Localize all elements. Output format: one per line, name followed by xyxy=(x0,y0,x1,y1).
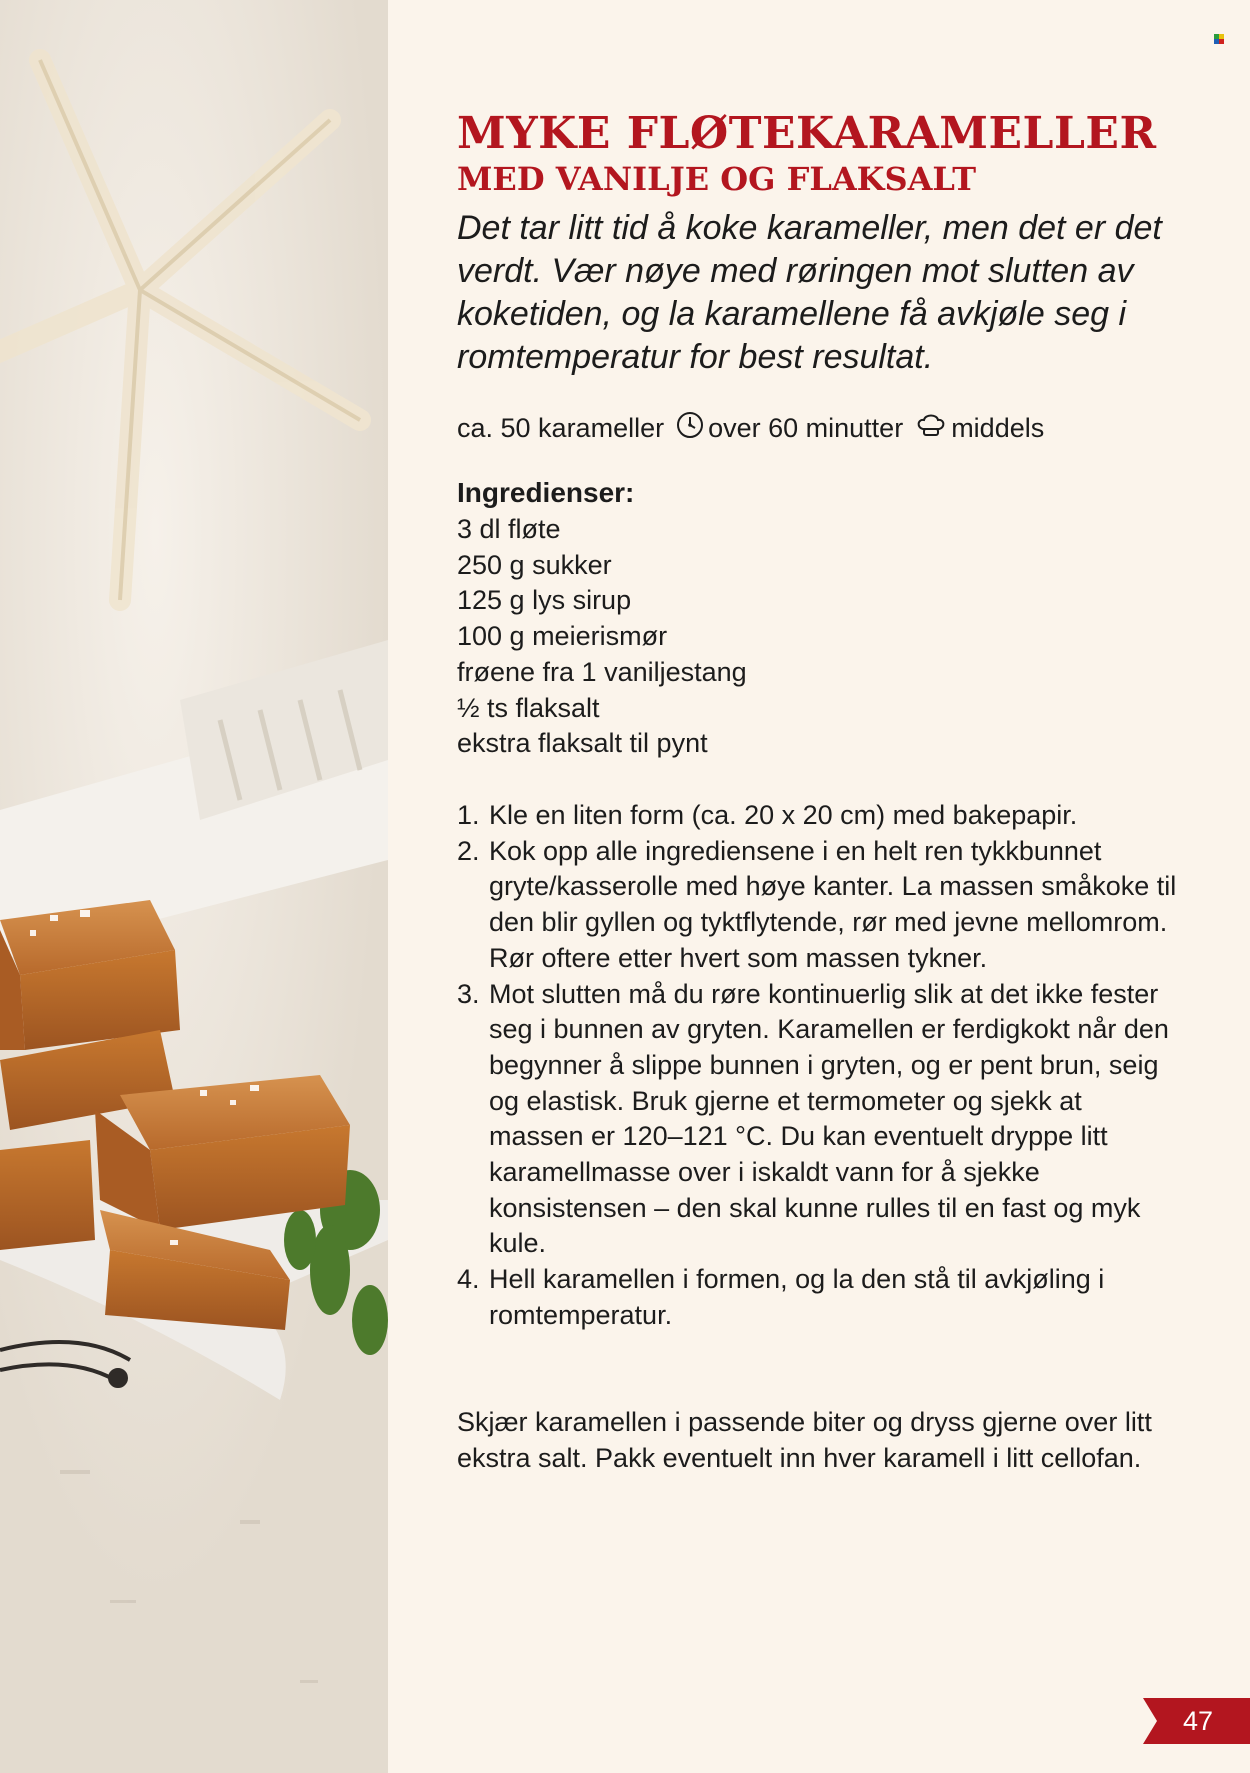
instruction-step xyxy=(457,977,1177,1263)
instructions-list xyxy=(457,798,1177,1334)
ingredient-item: 125 g lys sirup xyxy=(457,585,632,616)
instruction-step xyxy=(457,798,1177,834)
recipe-intro: Det tar litt tid å koke karameller, men det er det verdt. Vær nøye med røringen mot slutten av koketiden, og la karamellene få avkjøle seg i romtemperatur for best resultat. xyxy=(457,209,1162,376)
step-number: 2. xyxy=(457,835,480,866)
ingredients-list xyxy=(457,512,747,762)
page-number: 47 xyxy=(1182,1706,1214,1736)
ingredient-item: 250 g sukker xyxy=(457,549,612,580)
ingredients-heading: Ingredienser: xyxy=(457,477,635,508)
ingredient-item: 100 g meierismør xyxy=(457,621,668,652)
step-number: 4. xyxy=(457,1264,480,1295)
recipe-meta xyxy=(457,411,1044,446)
instruction-step xyxy=(457,1262,1177,1333)
recipe-subtitle: MED VANILJE OG FLAKSALT xyxy=(457,160,977,198)
caramel-photo-illustration xyxy=(0,0,388,1773)
time-text: over 60 minutter xyxy=(708,413,904,443)
brand-logo-mark xyxy=(1214,34,1224,44)
caramel-photo xyxy=(0,0,388,1773)
difficulty-text: middels xyxy=(951,413,1045,443)
chef-hat-icon xyxy=(915,411,947,446)
step-number: 1. xyxy=(457,800,480,830)
serving-note: Skjær karamellen i passende biter og dryss gjerne over litt ekstra salt. Pakk eventuelt inn hver karamell i litt cellofan. xyxy=(457,1407,1152,1473)
ingredient-item: ½ ts flaksalt xyxy=(457,692,600,723)
step-number: 3. xyxy=(457,978,480,1009)
clock-icon xyxy=(676,411,704,446)
step-text: Kle en liten form (ca. 20 x 20 cm) med bakepapir. xyxy=(489,800,1078,830)
yield-text: ca. 50 karameller xyxy=(457,413,665,443)
recipe-title: MYKE FLØTEKARAMELLER xyxy=(457,108,1157,159)
ingredient-item: 3 dl fløte xyxy=(457,514,561,544)
step-text: Hell karamellen i formen, og la den stå til avkjøling i romtemperatur. xyxy=(489,1264,1105,1330)
ingredient-item: frøene fra 1 vaniljestang xyxy=(457,656,747,687)
ingredient-item: ekstra flaksalt til pynt xyxy=(457,728,708,759)
instruction-step xyxy=(457,834,1177,977)
step-text: Mot slutten må du røre kontinuerlig slik at det ikke fester seg i bunnen av gryten. Karamellen er ferdigkokt når den begynner å slippe bunnen i gryten, og er pent brun, seig og elastisk. Bruk gjerne et termometer og sjekk at massen er 120–121 °C. Du kan eventuelt dryppe litt karamellmasse over i iskaldt vann for å sjekke konsistensen – den skal kunne rulles til en fast og myk kule. xyxy=(489,978,1169,1259)
step-text: Kok opp alle ingrediensene i en helt ren tykkbunnet gryte/kasserolle med høye kanter. La massen småkoke til den blir gyllen og tyktflytende, rør med jevne mellomrom. Rør oftere etter hvert som massen tykner. xyxy=(489,835,1177,973)
